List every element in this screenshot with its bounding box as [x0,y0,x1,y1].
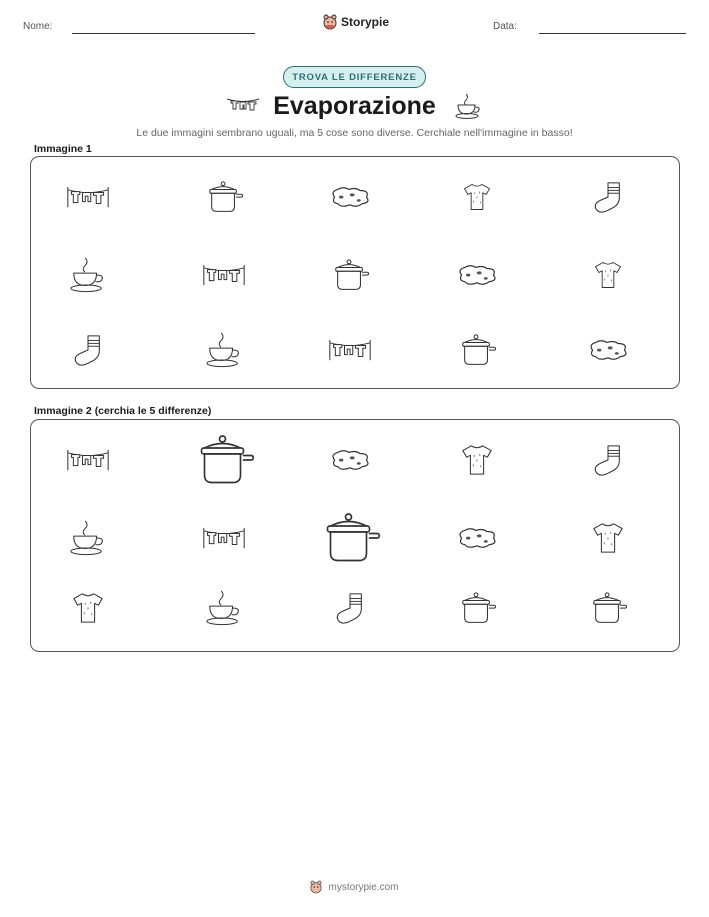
tea-cup-icon [455,92,481,125]
instructions: Le due immagini sembrano uguali, ma 5 cose sono diverse. Cerchiale nell'immagine in basso! [136,127,573,139]
pot-icon [331,258,369,297]
puddle-icon [328,185,372,214]
clothesline-icon[interactable] [202,526,246,555]
brand-logo [323,14,389,30]
page-title: Evaporazione [273,92,436,120]
storypie-mascot-icon [323,14,337,30]
sock-icon [71,333,105,372]
tshirt-icon[interactable] [591,521,625,560]
date-label: Data: [493,21,517,32]
tea-cup-icon[interactable] [205,589,243,632]
tshirt-icon[interactable] [460,443,494,482]
tea-cup-icon[interactable] [69,519,107,562]
puddle-icon [586,338,630,367]
tea-cup-icon [205,331,243,374]
sock-icon[interactable] [333,591,367,630]
tshirt-icon [593,260,623,295]
pot-icon[interactable] [320,511,380,570]
image2-label: Immagine 2 (cerchia le 5 differenze) [34,405,212,417]
puddle-icon[interactable] [328,448,372,477]
image1-label: Immagine 1 [34,143,92,155]
pot-icon[interactable] [194,433,254,492]
puddle-icon [455,263,499,292]
clothesline-icon [328,338,372,367]
tshirt-icon [462,182,492,217]
sock-icon[interactable] [591,443,625,482]
footer [0,880,709,894]
pot-icon [458,333,496,372]
clothesline-icon [202,263,246,292]
brand-name: Storypie [341,15,390,29]
pot-icon[interactable] [458,591,496,630]
storypie-mascot-icon [310,880,322,894]
date-field[interactable] [539,33,686,34]
name-field[interactable] [72,33,255,34]
activity-badge: TROVA LE DIFFERENZE [283,66,426,88]
pot-icon [205,180,243,219]
name-label: Nome: [23,21,53,32]
footer-url: mystorypie.com [328,881,399,893]
puddle-icon[interactable] [455,526,499,555]
tea-cup-icon [69,256,107,299]
sock-icon [591,180,625,219]
clothesline-icon [66,185,110,214]
pot-icon[interactable] [589,591,627,630]
clothesline-icon[interactable] [66,448,110,477]
tshirt-icon[interactable] [71,591,105,630]
